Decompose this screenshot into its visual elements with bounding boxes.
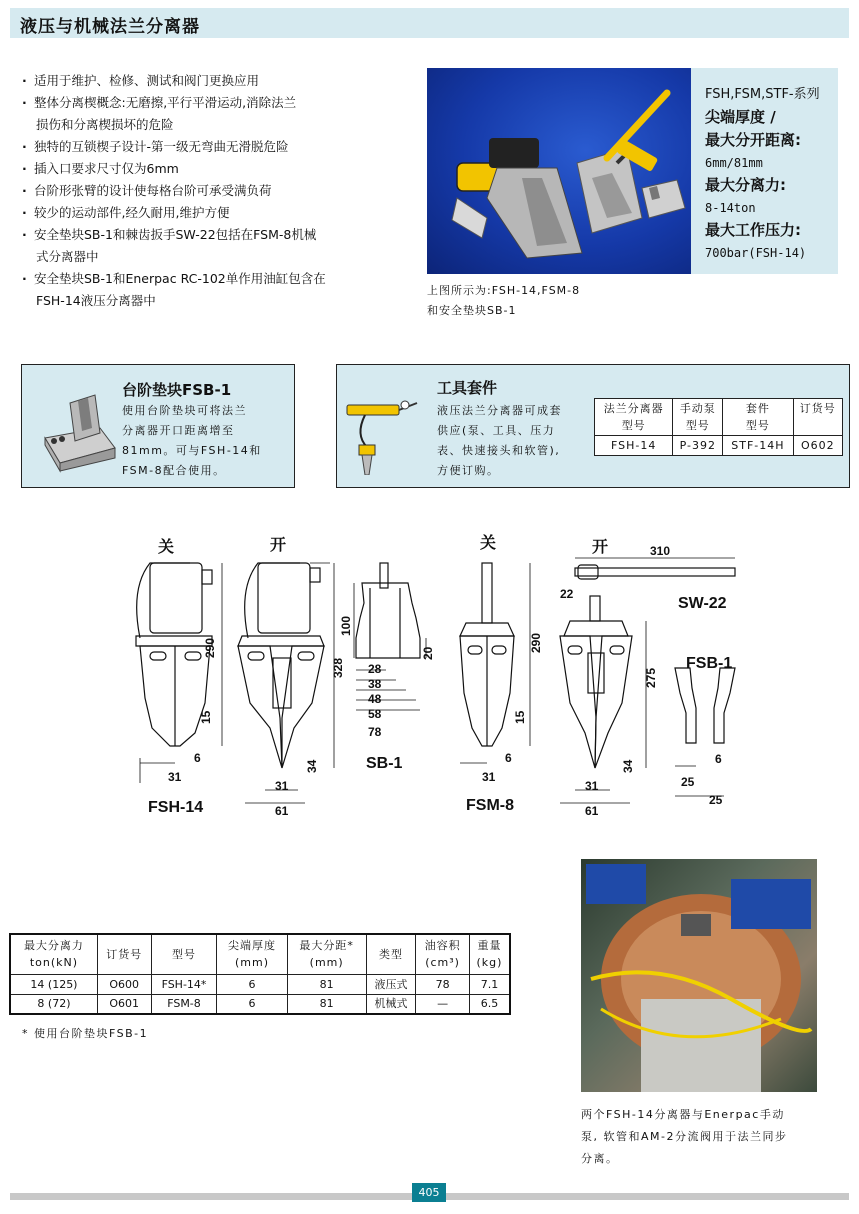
max-pressure-label: 最大工作压力: bbox=[705, 221, 801, 239]
dimension-label: 290 bbox=[203, 637, 217, 658]
feature-item-continuation: FSH-14液压分离器中 bbox=[36, 293, 156, 308]
feature-item: · 整体分离楔概念:无磨擦,平行平滑运动,消除法兰 bbox=[22, 92, 392, 114]
table-header-cell: 订货号 bbox=[97, 934, 151, 974]
table-cell: STF-14H bbox=[723, 436, 793, 456]
dimension-label: 31 bbox=[585, 779, 599, 793]
model-label-sw22: SW-22 bbox=[678, 595, 727, 612]
caption-line: 上图所示为:FSH-14,FSM-8 bbox=[427, 284, 581, 297]
table-cell: 14 (125) bbox=[10, 974, 97, 994]
table-cell: FSH-14* bbox=[151, 974, 217, 994]
table-cell: 8 (72) bbox=[10, 994, 97, 1014]
table-header-cell: 最大分距* (mm) bbox=[287, 934, 366, 974]
tip-thickness-label: 尖端厚度 / bbox=[705, 108, 776, 126]
dimension-label: 6 bbox=[505, 751, 512, 765]
feature-item-continuation: 式分离器中 bbox=[36, 249, 99, 264]
feature-item: · 台阶形张臂的设计使每格台阶可承受满负荷 bbox=[22, 180, 392, 202]
feature-item: · 独特的互锁楔子设计-第一级无弯曲无滑脱危险 bbox=[22, 136, 392, 158]
table-cell: FSM-8 bbox=[151, 994, 217, 1014]
fsm8-closed-drawing bbox=[460, 563, 514, 746]
table-header-cell: 类型 bbox=[366, 934, 416, 974]
feature-item: · 适用于维护、检修、测试和阀门更换应用 bbox=[22, 70, 392, 92]
table-cell: 78 bbox=[416, 974, 470, 994]
tool-kit-title: 工具套件 bbox=[437, 379, 498, 397]
feature-item: · 安全垫块SB-1和Enerpac RC-102单作用油缸包含在 bbox=[22, 268, 392, 290]
dimension-label: 100 bbox=[339, 615, 353, 636]
dimension-label: 22 bbox=[560, 587, 574, 601]
feature-list bbox=[22, 70, 392, 312]
table-cell: O600 bbox=[97, 974, 151, 994]
caption-line: 和安全垫块SB-1 bbox=[427, 304, 517, 317]
table-footnote: * 使用台阶垫块FSB-1 bbox=[22, 1027, 149, 1040]
max-force-label: 最大分离力: bbox=[705, 176, 786, 194]
fsb1-drawing bbox=[675, 668, 735, 743]
table-cell: O602 bbox=[793, 436, 842, 456]
title-bar bbox=[10, 8, 849, 38]
table-cell: 6 bbox=[217, 994, 287, 1014]
table-header-cell: 法兰分离器 型号 bbox=[595, 399, 673, 436]
product-photo bbox=[427, 68, 691, 274]
table-header-cell: 型号 bbox=[151, 934, 217, 974]
fsb1-description: 使用台阶垫块可将法兰 分离器开口距离增至 81mm。可与FSH-14和 FSM-8配合使用。 bbox=[122, 404, 262, 477]
tip-opening-value: 6mm/81mm bbox=[705, 156, 763, 170]
field-photo-caption: 两个FSH-14分离器与Enerpac手动 泵, 软管和AM-2分流阀用于法兰同步 分离。 bbox=[581, 1108, 788, 1165]
table-header-cell: 手动泵 型号 bbox=[673, 399, 723, 436]
table-header-cell: 尖端厚度 (mm) bbox=[217, 934, 287, 974]
dimension-label: 28 bbox=[368, 662, 382, 676]
sw22-wrench-drawing bbox=[575, 565, 735, 579]
dimension-label: 6 bbox=[194, 751, 201, 765]
dimension-label: 328 bbox=[331, 657, 345, 678]
max-force-value: 8-14ton bbox=[705, 201, 756, 215]
dimension-label: 31 bbox=[482, 770, 496, 784]
table-cell: — bbox=[416, 994, 470, 1014]
fsm8-open-drawing bbox=[560, 596, 632, 768]
dimension-label: 78 bbox=[368, 725, 382, 739]
dimension-label: 31 bbox=[168, 770, 182, 784]
feature-item: · 插入口要求尺寸仅为6mm bbox=[22, 158, 392, 180]
tool-kit-description: 液压法兰分离器可成套 供应(泵、工具、压力 表、快速接头和软管), 方便订购。 bbox=[437, 404, 562, 477]
table-row bbox=[10, 974, 510, 994]
table-cell: P-392 bbox=[673, 436, 723, 456]
table-cell: 6 bbox=[217, 974, 287, 994]
table-cell: O601 bbox=[97, 994, 151, 1014]
table-cell: FSH-14 bbox=[595, 436, 673, 456]
fsb1-info-box bbox=[21, 364, 295, 488]
tool-kit-table bbox=[594, 398, 843, 456]
table-header-cell: 最大分离力 ton(kN) bbox=[10, 934, 97, 974]
table-row bbox=[595, 436, 843, 456]
feature-item-continuation: 损伤和分离楔损坏的危险 bbox=[36, 117, 174, 132]
fsb1-title: 台阶垫块FSB-1 bbox=[122, 381, 232, 399]
dimension-label: 290 bbox=[529, 632, 543, 653]
table-cell: 液压式 bbox=[366, 974, 416, 994]
model-label-fsm8: FSM-8 bbox=[466, 797, 514, 814]
specification-table bbox=[9, 933, 511, 1015]
dimension-label: 310 bbox=[650, 544, 671, 558]
technical-drawings bbox=[130, 528, 750, 828]
photo-caption bbox=[427, 281, 687, 321]
dimension-label: 25 bbox=[709, 793, 723, 807]
dimension-label: 61 bbox=[275, 804, 289, 818]
dimension-label: 38 bbox=[368, 677, 382, 691]
fsb1-block-icon bbox=[40, 383, 120, 473]
open-label: 开 bbox=[592, 537, 609, 556]
max-pressure-value: 700bar(FSH-14) bbox=[705, 246, 807, 260]
table-cell: 6.5 bbox=[469, 994, 510, 1014]
dimension-label: 34 bbox=[621, 759, 635, 773]
product-photo-illustration bbox=[427, 68, 691, 274]
open-label: 开 bbox=[270, 535, 287, 554]
dimension-label: 15 bbox=[513, 710, 527, 724]
fsh14-open-drawing bbox=[238, 563, 324, 768]
table-header-cell: 油容积 (cm³) bbox=[416, 934, 470, 974]
dimension-label: 31 bbox=[275, 779, 289, 793]
table-cell: 7.1 bbox=[469, 974, 510, 994]
max-opening-label: 最大分开距离: bbox=[705, 131, 801, 149]
table-header-row bbox=[10, 934, 510, 974]
feature-item: · 较少的运动部件,经久耐用,维护方便 bbox=[22, 202, 392, 224]
dimension-label: 61 bbox=[585, 804, 599, 818]
closed-label: 关 bbox=[480, 533, 497, 552]
sb1-drawing bbox=[356, 563, 420, 658]
dimension-label: 48 bbox=[368, 692, 382, 706]
series-label: FSH,FSM,STF-系列 bbox=[705, 87, 820, 102]
dimension-label: 15 bbox=[199, 710, 213, 724]
table-row bbox=[10, 994, 510, 1014]
model-label-sb1: SB-1 bbox=[366, 755, 403, 772]
page-title: 液压与机械法兰分离器 bbox=[20, 17, 200, 37]
closed-label: 关 bbox=[158, 537, 175, 556]
feature-item: · 安全垫块SB-1和棘齿扳手SW-22包括在FSM-8机械 bbox=[22, 224, 392, 246]
page-number: 405 bbox=[412, 1183, 446, 1202]
dimension-label: 275 bbox=[644, 667, 658, 688]
model-label-fsb1: FSB-1 bbox=[686, 655, 733, 672]
dimension-label: 20 bbox=[421, 646, 435, 660]
table-header-cell: 套件 型号 bbox=[723, 399, 793, 436]
table-cell: 81 bbox=[287, 974, 366, 994]
dimension-label: 25 bbox=[681, 775, 695, 789]
tool-kit-icon bbox=[345, 395, 425, 475]
table-cell: 81 bbox=[287, 994, 366, 1014]
field-application-photo bbox=[581, 859, 817, 1092]
dimension-label: 6 bbox=[715, 752, 722, 766]
spec-summary-panel bbox=[691, 68, 838, 274]
model-label-fsh14: FSH-14 bbox=[148, 799, 204, 816]
dimension-label: 34 bbox=[305, 759, 319, 773]
field-photo-illustration bbox=[581, 859, 817, 1092]
table-header-cell: 订货号 bbox=[793, 399, 842, 436]
table-header-cell: 重量 (kg) bbox=[469, 934, 510, 974]
dimension-label: 58 bbox=[368, 707, 382, 721]
table-cell: 机械式 bbox=[366, 994, 416, 1014]
table-header-row bbox=[595, 399, 843, 436]
